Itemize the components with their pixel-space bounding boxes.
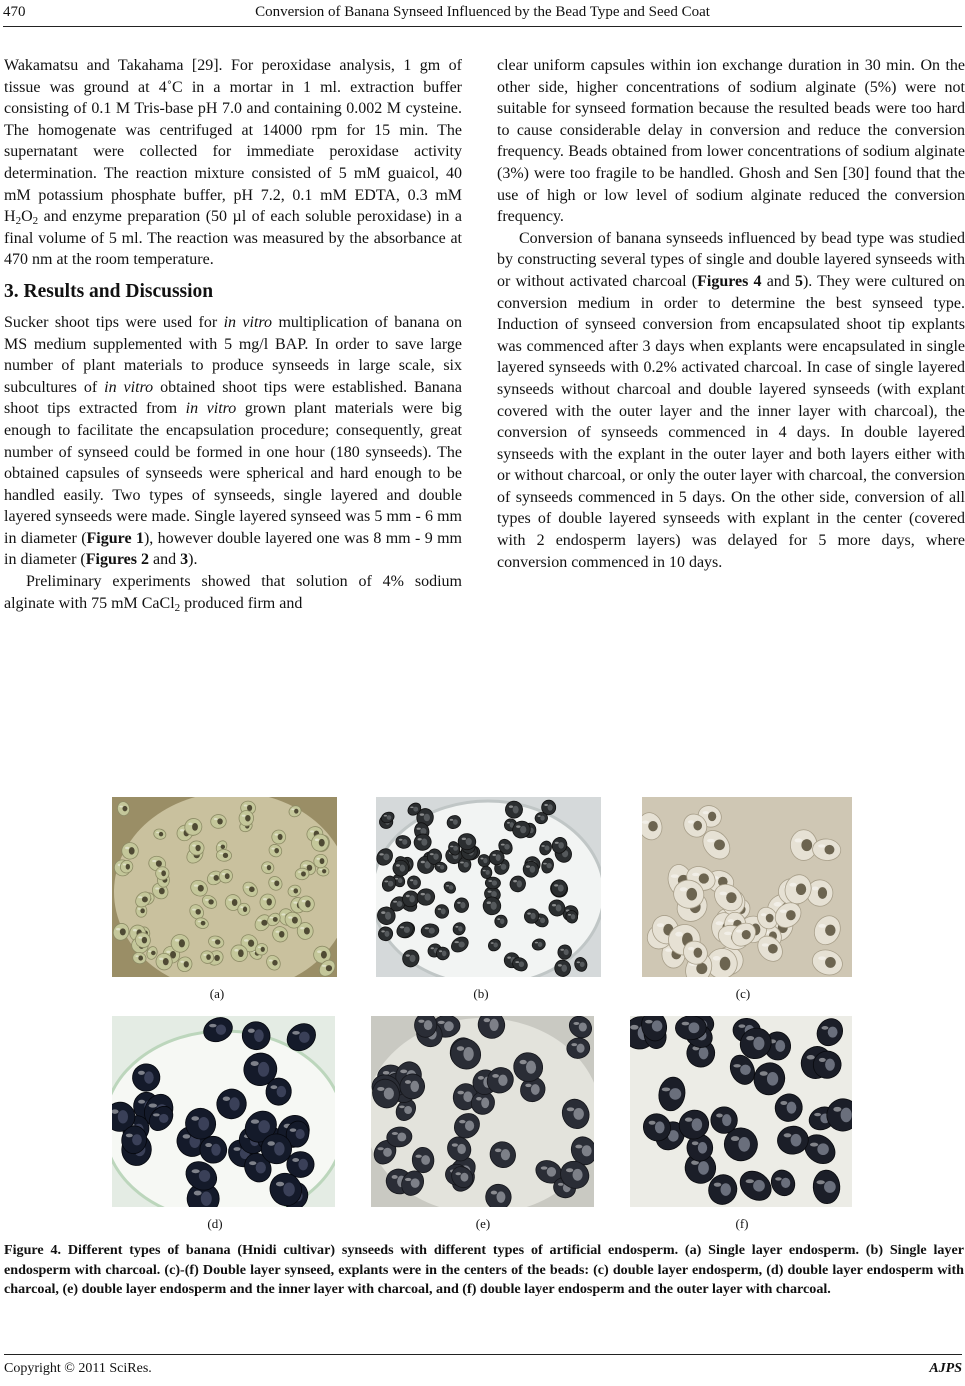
photo-panel-d (112, 1016, 335, 1207)
photo-panel-f (630, 1016, 852, 1207)
page-footer (4, 1354, 962, 1377)
panel-label-b: (b) (473, 986, 489, 1001)
journal-name: AJPS (929, 1361, 962, 1376)
photo-panel-a (112, 797, 337, 977)
alginate-paragraph: clear uniform capsules within ion exchange duration in 30 min. On the other side, higher concentrations of sodium alginate (5%) were not suitable for synseed formation because the resulted beads were too hard to cause considerable delay in conversion and reduce the conversion frequency. Beads obtained from lower concentrations of sodium alginate (3%) were too fragile to be handled. Ghosh and Sen [30] found that the use of high or low level of sodium alginate reduced the conversion frequency. (497, 57, 965, 226)
panel-label-e: (e) (475, 1216, 491, 1231)
synseed-photo-d (112, 1016, 335, 1207)
left-column (4, 55, 462, 614)
panel-label-f: (f) (735, 1216, 749, 1231)
figure-ref[interactable]: Figures 4 (697, 272, 762, 290)
section-heading: 3. Results and Discussion (4, 280, 214, 302)
results-paragraph: Sucker shoot tips were used for in vitro multiplication of banana on MS medium supplemented with 5 mg/l BAP. In order to save large number of plant materials to produce synseeds in large scale, six subcultures of in vitro obtained shoot tips were established. Banana shoot tips extracted from in vitro grown plant materials were big enough to facilitate the encapsulation procedure; consequently, great number of synseed could be formed in one hour (180 synseeds). The obtained capsules of synseeds were spherical and hard enough to be handled easily. Two types of synseeds, single layered and double layered synseeds were made. Single layered synseed was 5 mm - 6 mm in diameter (Figure 1), however double layered one was 8 mm - 9 mm in diameter (Figures 2 and 3). (4, 313, 463, 569)
synseed-photo-f (630, 1016, 852, 1207)
peroxidase-paragraph: Wakamatsu and Takahama [29]. For peroxidase analysis, 1 gm of tissue was ground at 4˚C in a mortar in 1 ml. extraction buffer consisting of 0.1 M Tris-base pH 7.0 and containing 0.002 M cysteine. The homogenate was centrifuged at 14000 rpm for 15 min. The supernatant were collected for immediate peroxidase activity determination. The reaction mixture consisted of 5 mM guaicol, 40 mM potassium phosphate buffer, pH 7.2, 0.1 mM EDTA, 0.3 mM $H_2O_2$ and enzyme preparation (50 µl of each soluble peroxidase) in a final volume of 5 ml. The reaction was measured by the absorbance at 470 nm at the room temperature. (4, 57, 462, 269)
figure-ref[interactable]: Figures 2 (85, 551, 150, 569)
running-title: Conversion of Banana Synseed Influenced by the Bead Type and Seed Coat (255, 4, 710, 20)
figure-ref[interactable]: 5 (794, 272, 803, 290)
page-number: 470 (3, 4, 26, 20)
figure-ref[interactable]: 3 (180, 551, 189, 569)
panel-label-a: (a) (209, 986, 225, 1001)
panel-label-c: (c) (735, 986, 751, 1001)
figure-ref[interactable]: Figure 1 (86, 529, 144, 547)
running-header (3, 2, 962, 27)
panel-label-d: (d) (207, 1216, 223, 1231)
synseed-photo-c (642, 797, 852, 977)
photo-panel-b (376, 797, 601, 977)
synseed-photo-e (371, 1016, 594, 1207)
conversion-paragraph: Conversion of banana synseeds influenced by bead type was studied by constructing several types of single and double layered synseeds with or without activated charcoal (Figures 4 and 5). They were cultured on conversion medium in order to determine the best synseed type. Induction of synseed conversion from encapsulated shoot tip explants was commenced after 3 days when explants were encapsulated in single layered synseeds with 0.2% activated charcoal. In case of single layered synseeds without charcoal and double layered synseeds (with explant covered with the outer layer and the inner layer with charcoal), the conversion of synseeds commenced in 4 days. In double layered synseeds with the explant in the outer layer and both layers either with or without charcoal, or only the outer layer with charcoal, the conversion of synseeds commenced in 5 days. On the other side, conversion of all types of double layered synseeds with explant in the center (covered with 2 endosperm layers) was delayed for 5 more days, where conversion commenced in 10 days. (497, 229, 965, 571)
figure-caption: Figure 4. Different types of banana (Hnidi cultivar) synseeds with different types of artificial endosperm. (a) Single layer endosperm. (b) Single layer endosperm with charcoal. (c)-(f) Double layer synseed, explants were in the centers of the beads: (c) double layer endosperm, (d) double layer endosperm with charcoal, (e) double layer endosperm and the inner layer with charcoal, and (f) double layer endosperm and the outer layer with charcoal. (4, 1242, 964, 1298)
synseed-photo-b (376, 797, 601, 977)
preliminary-paragraph: Preliminary experiments showed that solution of 4% sodium alginate with 75 mM CaCl$_2$ produced firm and (4, 573, 462, 614)
copyright-notice: Copyright © 2011 SciRes. (4, 1361, 152, 1376)
right-column (497, 55, 965, 573)
photo-panel-e (371, 1016, 594, 1207)
synseed-photo-a (112, 797, 337, 977)
photo-panel-c (642, 797, 852, 977)
